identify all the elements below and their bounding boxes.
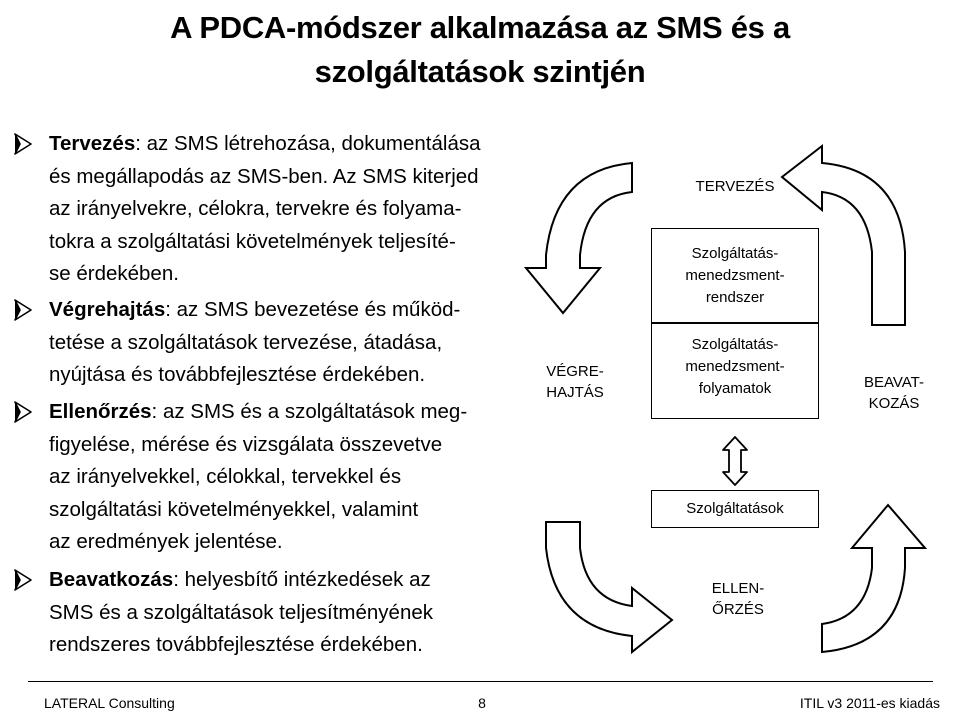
arrow-check-to-act-icon [822,505,925,652]
label-do: VÉGRE- HAJTÁS [546,363,604,401]
label-check: ELLEN- ŐRZÉS [711,580,765,618]
bullet-act-term: Beavatkozás [49,568,174,591]
bullet-do-term: Végrehajtás [49,298,166,321]
bullet-plan-body: : az SMS létrehozása, dokumentálása és megállapodás az SMS-ben. Az SMS kiterjed az irányelvekre, célokra, tervekre és folyama- tokra a szolgáltatási követelmények teljesíté- se érdekében. [49,132,481,285]
bullet-act-body: : helyesbítő intézkedések az SMS és a szolgáltatások teljesítményének rendszeres továbbfejlesztése érdekében. [49,568,433,656]
slide-title-line-1: A PDCA-módszer alkalmazása az SMS és a [170,10,790,45]
bullet-plan-term: Tervezés [49,132,136,155]
box-services: Szolgáltatások [651,490,819,528]
footer-course: ITIL v3 2011-es kiadás [799,695,940,711]
arrow-do-to-check-icon [546,522,672,652]
bullet-check-term: Ellenőrzés [49,400,152,423]
double-arrow-icon [723,437,747,485]
footer-company: LATERAL Consulting [44,695,175,711]
box-management-system: Szolgáltatás- menedzsment- rendszer [651,228,819,323]
label-act: BEAVAT- KOZÁS [863,374,924,412]
footer-divider [28,681,933,682]
footer-page-number: 8 [478,695,486,711]
bullet-do-body: : az SMS bevezetése és működ- tetése a szolgáltatások tervezése, átadása, nyújtása és továbbfejlesztése érdekében. [49,298,461,386]
bullet-check-body: : az SMS és a szolgáltatások meg- figyelése, mérése és vizsgálata összevetve az irányelvekkel, célokkal, tervekkel és szolgáltatási követelményekkel, valamint az eredmények jelentése. [49,400,468,553]
slide-title-line-2: szolgáltatások szintjén [314,54,646,89]
arrow-plan-to-do-icon [526,163,632,313]
box-management-processes: Szolgáltatás- menedzsment- folyamatok [651,323,819,419]
label-plan: TERVEZÉS [695,178,775,195]
